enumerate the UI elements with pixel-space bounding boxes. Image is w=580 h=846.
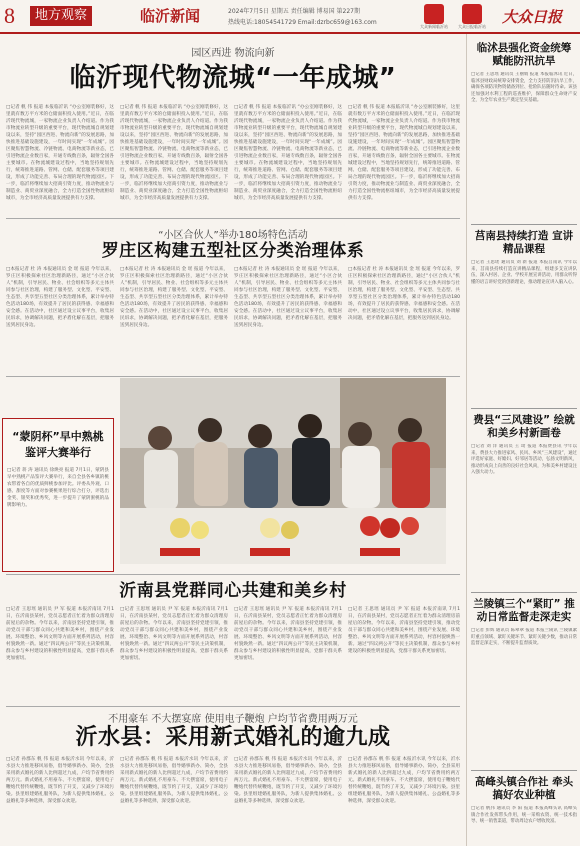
masthead-logo: 大众日报 — [502, 8, 563, 26]
sidebar-story5-body: □记者 帆伟 通讯员 李 阳 报道 本报高峰头讯 高峰头镇合作社发挥带头作用，统一采购农资、统一技术指导、统一销售渠道，带动周边农户增收致富。 — [471, 806, 577, 825]
qr-left-label: 大众新闻临沂站 — [420, 24, 448, 29]
story4-body-col1: □记者 孙郡东 帆 伟 报道 本报沂水讯 今年以来，沂水县大力推进移风易俗，倡导婚事新办、简办，全县采用新式婚礼的新人比例超过九成，户均节省费用约两万元。新式婚礼不用豪车、不大摆宴席，使用电子鞭炮代替传统鞭炮，既节约了开支，又减少了环境污染。县里组建婚礼服务队，为新人提供集体婚礼、公益婚礼等多种选择，深受群众欢迎。 — [6, 757, 114, 804]
story2-kicker: “小区合伙人”举办180场特色活动 — [158, 230, 308, 241]
divider — [6, 376, 460, 377]
story4-body-col2: □记者 孙郡东 帆 伟 报道 本报沂水讯 今年以来，沂水县大力推进移风易俗，倡导婚事新办、简办，全县采用新式婚礼的新人比例超过九成，户均节省费用约两万元。新式婚礼不用豪车、不大摆宴席，使用电子鞭炮代替传统鞭炮，既节约了开支，又减少了环境污染。县里组建婚礼服务队，为新人提供集体婚礼、公益婚礼等多种选择，深受群众欢迎。 — [120, 757, 228, 804]
story3-body-col1: □记者 王思瑶 通讯员 尹 军 报道 本报沂南讯 7月1日，在沂南县某村，党员志愿者正忙着为群众清理房前屋后的杂物。今年以来，沂南县坚持党建引领，推动党员干部与群众同心共建和美乡村，围绕产业发展、环境整治、乡风文明等方面开展系列活动，村容村貌焕然一新。通过“四议两公开”等民主决策机制，群众参与乡村建设的积极性明显提高，党群干群关系更加密切。 — [6, 607, 114, 661]
main-column — [0, 34, 466, 846]
sidebar-story2-body: □记者 王思瑶 通讯员 刘 新 报道 本报莒南讯 今年以来，莒南县持续打造宣讲精品课程，组建多支宣讲队伍，深入村居、企业、学校开展宣讲活动，用群众听得懂的语言讲好党的创新理论，推动理论宣讲入脑入心。 — [471, 260, 577, 285]
story2-body-col3: □本报记者 杜 涛 本报通讯员 金 瑶 报道 今年以来，罗庄区积极探索社区治理新路径，通过“小区合伙人”机制，引导居民、物业、社会组织等多元主体共同参与社区治理，构建了服务型、文化型、平安型、生态型、共享型五型社区分类治理体系，累计举办特色活动180场，有效提升了居民的获得感、幸福感和安全感。在活动中，社区通过设立议事平台，收集居民诉求，协调解决问题，把矛盾化解在基层，把服务送到居民身边。 — [234, 267, 342, 328]
sidebar-story2-headline: 莒南县持续打造 宣讲精品课程 — [474, 230, 574, 255]
divider — [6, 574, 460, 575]
section-label: 地方观察 — [30, 6, 92, 26]
story2-body-col1: □本报记者 杜 涛 本报通讯员 金 瑶 报道 今年以来，罗庄区积极探索社区治理新路径，通过“小区合伙人”机制，引导居民、物业、社会组织等多元主体共同参与社区治理，构建了服务型、文化型、平安型、生态型、共享型五型社区分类治理体系，累计举办特色活动180场，有效提升了居民的获得感、幸福感和安全感。在活动中，社区通过设立议事平台，收集居民诉求，协调解决问题，把矛盾化解在基层，把服务送到居民身边。 — [6, 267, 114, 328]
box-story-body: □记者 蒋 涛 通讯员 徐焕亮 报道 7月1日，蒙阴县早中熟桃产品鉴评大赛举行，来自全县各乡镇的桃农带着各自的优质鲜桃参加评比。评委从外观、口感、甜度等方面对参赛桃果进行综合打分，评选出金奖、银奖和优秀奖，进一步提升了蒙阴蜜桃的品牌影响力。 — [7, 468, 109, 508]
contact-line: 热线电话:18054541729 Email:dzrbc659@163.com — [228, 19, 377, 26]
boxed-story — [2, 418, 114, 572]
story2-body-col4: □本报记者 杜 涛 本报通讯员 金 瑶 报道 今年以来，罗庄区积极探索社区治理新路径，通过“小区合伙人”机制，引导居民、物业、社会组织等多元主体共同参与社区治理，构建了服务型、文化型、平安型、生态型、共享型五型社区分类治理体系，累计举办特色活动180场，有效提升了居民的获得感、幸福感和安全感。在活动中，社区通过设立议事平台，收集居民诉求，协调解决问题，把矛盾化解在基层，把服务送到居民身边。 — [348, 267, 460, 321]
sidebar-story4-headline: 兰陵镇三个“紧盯” 推动日常监督走深走实 — [473, 598, 575, 623]
right-sidebar — [466, 34, 580, 846]
story1-headline: 临沂现代物流城“一年成城” — [69, 63, 397, 93]
story1-body-col2: □记者 帆 伟 报道 本报临沂讯 “办公室刚装修好，这里就有数万平方米的仓储面积投入使用。”近日，在临沂现代物流城，一家物流企业负责人介绍道。作为我市物流业转型升级的重要平台，现代物流城自规划建设以来，坚持“园区西进、物流向新”的发展思路，加快推进基础设施建设，一年时间实现“一年成城”。园区聚焦智慧物流、冷链物流、电商物流等新业态，已引进物流企业数百家，开通专线数百条，辐射全国各主要城市。在物流城建设过程中，当地坚持规划先行，统筹推进道路、管网、仓储、配套服务等项目建设，形成了功能完善、布局合理的现代物流园区。下一步，临沂将继续加大招商引资力度，推动物流业与制造业、商贸业深度融合，全力打造全国性物流枢纽城市，为全市经济高质量发展提供有力支撑。 — [120, 105, 228, 201]
story2-body-col2: □本报记者 杜 涛 本报通讯员 金 瑶 报道 今年以来，罗庄区积极探索社区治理新路径，通过“小区合伙人”机制，引导居民、物业、社会组织等多元主体共同参与社区治理，构建了服务型、文化型、平安型、生态型、共享型五型社区分类治理体系，累计举办特色活动180场，有效提升了居民的获得感、幸福感和安全感。在活动中，社区通过设立议事平台，收集居民诉求，协调解决问题，把矛盾化解在基层，把服务送到居民身边。 — [120, 267, 228, 328]
sidebar-story5-headline: 高峰头镇合作社 牵头搞好农业种植 — [474, 776, 574, 801]
sidebar-story3-headline: 费县“三风建设” 绘就和美乡村新画卷 — [473, 414, 575, 439]
sidebar-story4-body: □记者 彭辉 通讯员 陈翠翠 报道 本报兰陵讯 兰陵镇紧盯重点领域、紧盯关键环节、紧盯关键少数，推动日常监督走深走实，不断提升监督质效。 — [471, 628, 577, 647]
story3-body-col2: □记者 王思瑶 通讯员 尹 军 报道 本报沂南讯 7月1日，在沂南县某村，党员志愿者正忙着为群众清理房前屋后的杂物。今年以来，沂南县坚持党建引领，推动党员干部与群众同心共建和美乡村，围绕产业发展、环境整治、乡风文明等方面开展系列活动，村容村貌焕然一新。通过“四议两公开”等民主决策机制，群众参与乡村建设的积极性明显提高，党群干群关系更加密切。 — [120, 607, 228, 661]
story4-kicker: 不用豪车 不大摆宴席 使用电子鞭炮 户均节省费用两万元 — [108, 714, 358, 725]
story4-headline: 沂水县：采用新式婚礼的逾九成 — [75, 725, 391, 750]
story3-body-col4: □记者 王思瑶 通讯员 尹 军 报道 本报沂南讯 7月1日，在沂南县某村，党员志愿者正忙着为群众清理房前屋后的杂物。今年以来，沂南县坚持党建引领，推动党员干部与群众同心共建和美乡村，围绕产业发展、环境整治、乡风文明等方面开展系列活动，村容村貌焕然一新。通过“四议两公开”等民主决策机制，群众参与乡村建设的积极性明显提高，党群干群关系更加密切。 — [348, 607, 460, 654]
photo-illustration — [120, 378, 446, 564]
divider — [471, 408, 577, 409]
story1-body-col4: □记者 帆 伟 报道 本报临沂讯 “办公室刚装修好，这里就有数万平方米的仓储面积投入使用。”近日，在临沂现代物流城，一家物流企业负责人介绍道。作为我市物流业转型升级的重要平台，现代物流城自规划建设以来，坚持“园区西进、物流向新”的发展思路，加快推进基础设施建设，一年时间实现“一年成城”。园区聚焦智慧物流、冷链物流、电商物流等新业态，已引进物流企业数百家，开通专线数百条，辐射全国各主要城市。在物流城建设过程中，当地坚持规划先行，统筹推进道路、管网、仓储、配套服务等项目建设，形成了功能完善、布局合理的现代物流园区。下一步，临沂将继续加大招商引资力度，推动物流业与制造业、商贸业深度融合，全力打造全国性物流枢纽城市，为全市经济高质量发展提供有力支撑。 — [348, 105, 460, 201]
story2-headline: 罗庄区构建五型社区分类治理体系 — [101, 241, 365, 261]
sidebar-story1-body: □记者 王思瑶 通讯员 王丽娟 报道 本报临沭讯 近日，临沭县财政局统筹安排资金，全力支持防汛抗旱工作，确保各项防汛物资储备到位、抢险队伍随时待命。该县还加强对水利工程的巡查维护，保障群众生命财产安全，为全年农业生产奠定坚实基础。 — [471, 72, 577, 104]
divider — [6, 706, 460, 707]
section-sub: 临沂新闻 — [140, 7, 201, 25]
story4-body-col4: □记者 孙郡东 帆 伟 报道 本报沂水讯 今年以来，沂水县大力推进移风易俗，倡导婚事新办、简办，全县采用新式婚礼的新人比例超过九成，户均节省费用约两万元。新式婚礼不用豪车、不大摆宴席，使用电子鞭炮代替传统鞭炮，既节约了开支，又减少了环境污染。县里组建婚礼服务队，为新人提供集体婚礼、公益婚礼等多种选择，深受群众欢迎。 — [348, 757, 460, 804]
qr-right-label: 大众日报临沂站 — [458, 24, 486, 29]
story3-headline: 沂南县党群同心共建和美乡村 — [119, 581, 347, 601]
story3-body-col3: □记者 王思瑶 通讯员 尹 军 报道 本报沂南讯 7月1日，在沂南县某村，党员志愿者正忙着为群众清理房前屋后的杂物。今年以来，沂南县坚持党建引领，推动党员干部与群众同心共建和美乡村，围绕产业发展、环境整治、乡风文明等方面开展系列活动，村容村貌焕然一新。通过“四议两公开”等民主决策机制，群众参与乡村建设的积极性明显提高，党群干群关系更加密切。 — [234, 607, 342, 661]
story1-body-col3: □记者 帆 伟 报道 本报临沂讯 “办公室刚装修好，这里就有数万平方米的仓储面积投入使用。”近日，在临沂现代物流城，一家物流企业负责人介绍道。作为我市物流业转型升级的重要平台，现代物流城自规划建设以来，坚持“园区西进、物流向新”的发展思路，加快推进基础设施建设，一年时间实现“一年成城”。园区聚焦智慧物流、冷链物流、电商物流等新业态，已引进物流企业数百家，开通专线数百条，辐射全国各主要城市。在物流城建设过程中，当地坚持规划先行，统筹推进道路、管网、仓储、配套服务等项目建设，形成了功能完善、布局合理的现代物流园区。下一步，临沂将继续加大招商引资力度，推动物流业与制造业、商贸业深度融合，全力打造全国性物流枢纽城市，为全市经济高质量发展提供有力支撑。 — [234, 105, 342, 201]
story1-kicker: 园区西进 物流向新 — [191, 48, 275, 59]
page-number: 8 — [4, 3, 15, 28]
sidebar-story1-headline: 临沭县强化资金统筹 赋能防汛抗旱 — [476, 42, 572, 67]
date-line: 2024年7月5日 星期五 责任编辑 博易国 第227期 — [228, 8, 360, 15]
sidebar-story3-body: □记者 刘 洋 通讯员 王 琦 报道 本报费县讯 今年以来，费县大力推进家风、民风、乡风“三风建设”，通过评选好家庭、好媳妇、好邻居等活动，弘扬文明新风，推动形成向上向善的良好社会风尚，为和美乡村建设注入强大动力。 — [471, 444, 577, 476]
page-header — [0, 0, 580, 34]
divider — [471, 770, 577, 771]
divider — [471, 592, 577, 593]
story4-body-col3: □记者 孙郡东 帆 伟 报道 本报沂水讯 今年以来，沂水县大力推进移风易俗，倡导婚事新办、简办，全县采用新式婚礼的新人比例超过九成，户均节省费用约两万元。新式婚礼不用豪车、不大摆宴席，使用电子鞭炮代替传统鞭炮，既节约了开支，又减少了环境污染。县里组建婚礼服务队，为新人提供集体婚礼、公益婚礼等多种选择，深受群众欢迎。 — [234, 757, 342, 804]
divider — [6, 218, 460, 219]
box-story-headline: “蒙阴杯”早中熟桃鉴评大赛举行 — [12, 430, 104, 459]
news-photo — [120, 378, 446, 564]
qr-code-icon — [424, 4, 444, 24]
divider — [471, 224, 577, 225]
story1-body-col1: □记者 帆 伟 报道 本报临沂讯 “办公室刚装修好，这里就有数万平方米的仓储面积投入使用。”近日，在临沂现代物流城，一家物流企业负责人介绍道。作为我市物流业转型升级的重要平台，现代物流城自规划建设以来，坚持“园区西进、物流向新”的发展思路，加快推进基础设施建设，一年时间实现“一年成城”。园区聚焦智慧物流、冷链物流、电商物流等新业态，已引进物流企业数百家，开通专线数百条，辐射全国各主要城市。在物流城建设过程中，当地坚持规划先行，统筹推进道路、管网、仓储、配套服务等项目建设，形成了功能完善、布局合理的现代物流园区。下一步，临沂将继续加大招商引资力度，推动物流业与制造业、商贸业深度融合，全力打造全国性物流枢纽城市，为全市经济高质量发展提供有力支撑。 — [6, 105, 114, 201]
qr-code-icon — [462, 4, 482, 24]
